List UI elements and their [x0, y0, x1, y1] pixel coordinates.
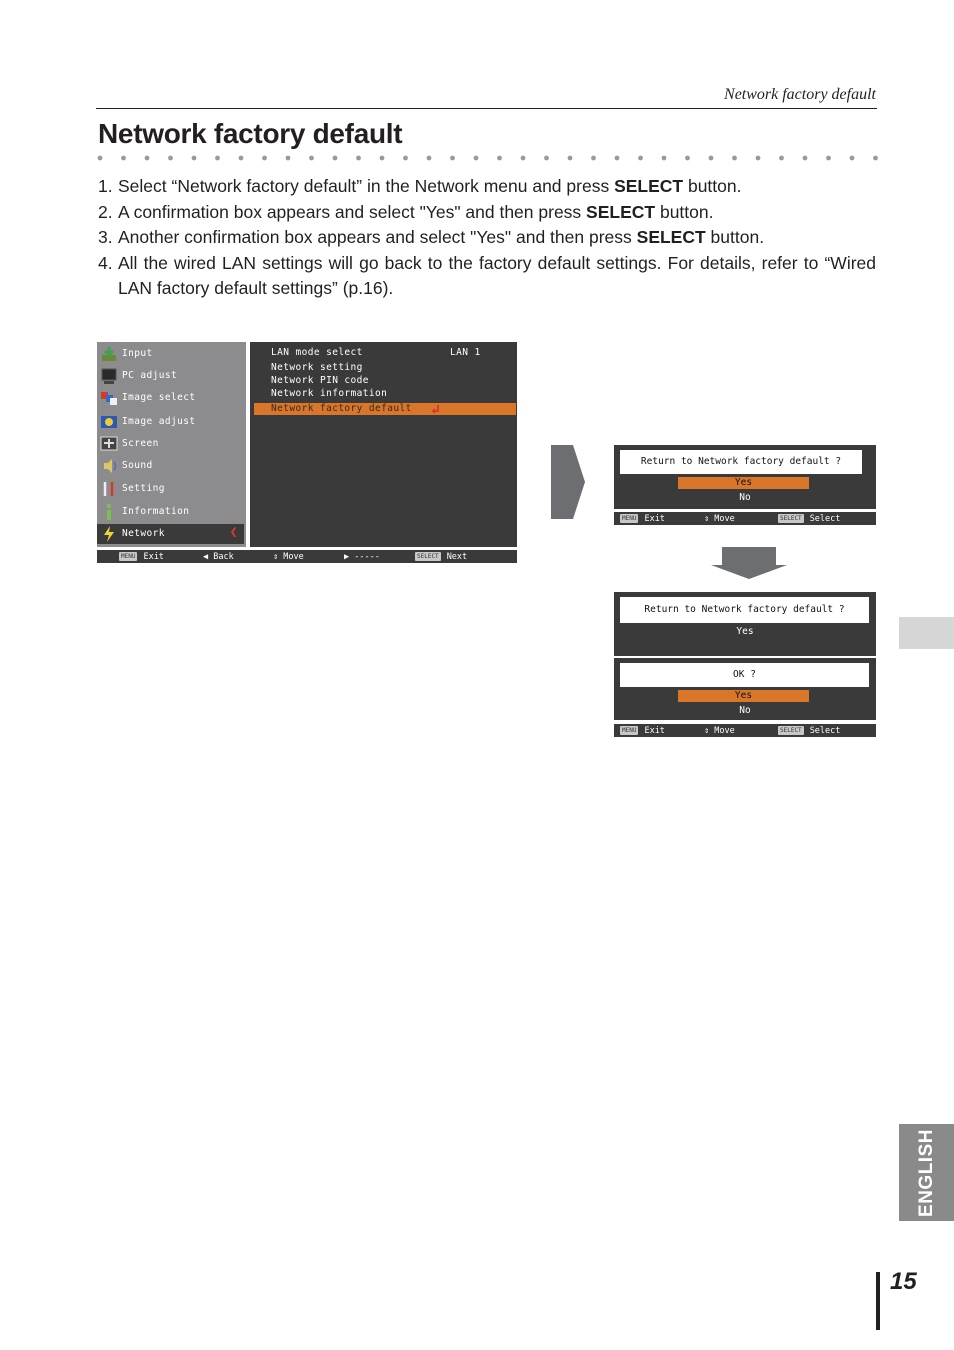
- network-icon: [100, 525, 118, 543]
- screen-icon: [100, 435, 118, 453]
- enter-arrow-icon: [431, 404, 441, 414]
- confirm-dialog-2: [614, 592, 876, 656]
- menu-sidebar: [97, 342, 246, 547]
- sidebar-item-sound[interactable]: Sound: [97, 456, 244, 476]
- page-number-rule: [876, 1272, 880, 1330]
- submenu-item-network-pin[interactable]: Network PIN code: [271, 375, 369, 386]
- instruction-steps: [98, 174, 876, 302]
- lan-mode-value: LAN 1: [450, 347, 481, 358]
- arrow-right-icon: [551, 445, 585, 519]
- information-icon: [100, 503, 118, 521]
- submenu-item-network-setting[interactable]: Network setting: [271, 362, 363, 373]
- guide-dashes: ▶ -----: [344, 552, 380, 562]
- setting-icon: [100, 480, 118, 498]
- dialog-guide-bar-1: MENU Exit ⇕ Move SELECT Select: [614, 512, 876, 525]
- image-adjust-icon: [100, 413, 118, 431]
- sidebar-item-image-select[interactable]: Image select: [97, 388, 244, 408]
- confirm-dialog-1: [614, 445, 876, 509]
- dotted-rule: [96, 154, 880, 162]
- dialog-guide-bar-2: MENU Exit ⇕ Move SELECT Select: [614, 724, 876, 737]
- sidebar-item-setting[interactable]: Setting: [97, 479, 244, 499]
- submenu-item-network-factory-default[interactable]: Network factory default: [271, 403, 412, 414]
- language-tab: ENGLISH: [899, 1124, 954, 1221]
- sidebar-item-information[interactable]: Information: [97, 502, 244, 522]
- dialog-no-option[interactable]: No: [739, 492, 751, 503]
- input-icon: [100, 345, 118, 363]
- dialog-question: OK ?: [620, 663, 869, 687]
- dialog-question: Return to Network factory default ?: [620, 450, 862, 474]
- guide-move: ⇕ Move: [273, 552, 304, 562]
- sidebar-item-pc-adjust[interactable]: PC adjust: [97, 366, 244, 386]
- dialog-yes-option: Yes: [736, 626, 754, 637]
- step-3: 3. Another confirmation box appears and select "Yes" and then press SELECT button.: [98, 227, 765, 248]
- pc-adjust-icon: [100, 367, 118, 385]
- submenu-item-lan-mode[interactable]: LAN mode select: [271, 347, 363, 358]
- sidebar-item-input[interactable]: Input: [97, 344, 244, 364]
- sidebar-item-network[interactable]: Network ❮: [97, 524, 244, 544]
- guide-exit: MENU Exit: [121, 552, 164, 562]
- chevron-left-icon: ❮: [229, 525, 238, 540]
- step-1: 1. Select “Network factory default” in the Network menu and press SELECT button.: [98, 176, 742, 196]
- dialog-yes-option[interactable]: Yes: [678, 690, 809, 702]
- running-header: Network factory default: [724, 86, 876, 103]
- network-submenu: [250, 342, 517, 547]
- arrow-down-icon: [711, 547, 787, 579]
- chapter-tab: [899, 617, 954, 649]
- submenu-item-network-info[interactable]: Network information: [271, 388, 388, 399]
- sidebar-item-screen[interactable]: Screen: [97, 434, 244, 454]
- guide-back: ◀ Back: [203, 552, 234, 562]
- page-title: Network factory default: [98, 118, 403, 149]
- sidebar-item-image-adjust[interactable]: Image adjust: [97, 412, 244, 432]
- menu-guide-bar: [97, 550, 517, 563]
- page-number: 15: [890, 1268, 917, 1295]
- step-4: 4. All the wired LAN settings will go back to the factory default settings. For details, refer to “Wired LAN factory default settings” (p.16).: [98, 252, 876, 299]
- dialog-question: Return to Network factory default ?: [620, 597, 869, 623]
- step-2: 2. A confirmation box appears and select "Yes" and then press SELECT button.: [98, 201, 714, 222]
- confirm-dialog-3: [614, 658, 876, 720]
- dialog-no-option[interactable]: No: [739, 705, 751, 716]
- sound-icon: [100, 457, 118, 475]
- dialog-yes-option[interactable]: Yes: [678, 477, 809, 489]
- guide-next: SELECT Next: [417, 552, 468, 562]
- header-rule: [96, 108, 877, 109]
- image-select-icon: [100, 389, 118, 407]
